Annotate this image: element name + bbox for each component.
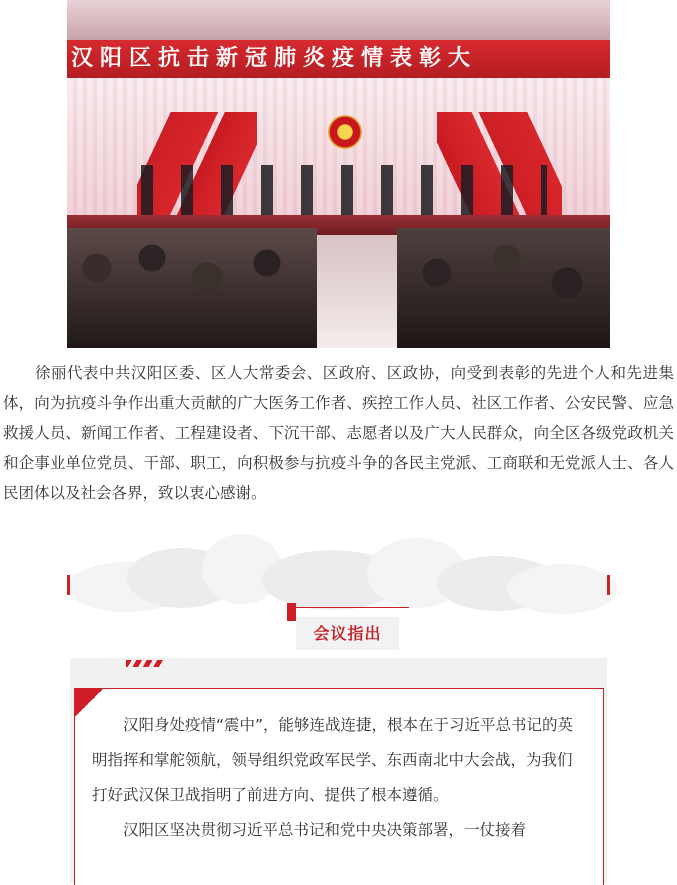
hall-ceiling — [67, 0, 610, 40]
quote-paragraph: 汉阳身处疫情“震中”，能够连战连捷，根本在于习近平总书记的英明指挥和掌舵领航，领导组织党政军民学、东西南北中大会战，为我们打好武汉保卫战指明了前进方向、提供了根本遵循。 — [92, 716, 574, 804]
center-aisle — [317, 235, 397, 348]
frame-edge-left — [67, 575, 70, 595]
ceremony-photo — [67, 0, 610, 348]
audience-left — [67, 228, 317, 348]
decorative-stripes — [126, 660, 164, 667]
cloud-divider — [67, 528, 610, 598]
quote-paragraph: 汉阳区坚决贯彻习近平总书记和党中央决策部署，一仗接着 — [123, 821, 527, 839]
frame-edge-right — [607, 575, 610, 595]
awardees-on-stage — [127, 165, 547, 220]
section-title-line — [296, 607, 409, 608]
quote-card-text — [92, 708, 584, 848]
photo-caption-paragraph: 徐丽代表中共汉阳区委、区人大常委会、区政府、区政协，向受到表彰的先进个人和先进集体，向为抗疫斗争作出重大贡献的广大医务工作者、疾控工作人员、社区工作者、公安民警、应急救援人员、新闻工作者、工程建设者、下沉干部、志愿者以及广大人民群众，向全区各级党政机关和企事业单位党员、干部、职工，向积极参与抗疫斗争的各民主党派、工商联和无党派人士、各人民团体以及社会各界，致以衷心感谢。 — [3, 364, 674, 502]
audience-right — [397, 228, 610, 348]
section-title-mark — [287, 603, 296, 621]
section-title: 会议指出 — [296, 617, 399, 650]
stage-banner: 汉阳区抗击新冠肺炎疫情表彰大 — [67, 40, 610, 78]
national-emblem-icon — [328, 115, 362, 149]
